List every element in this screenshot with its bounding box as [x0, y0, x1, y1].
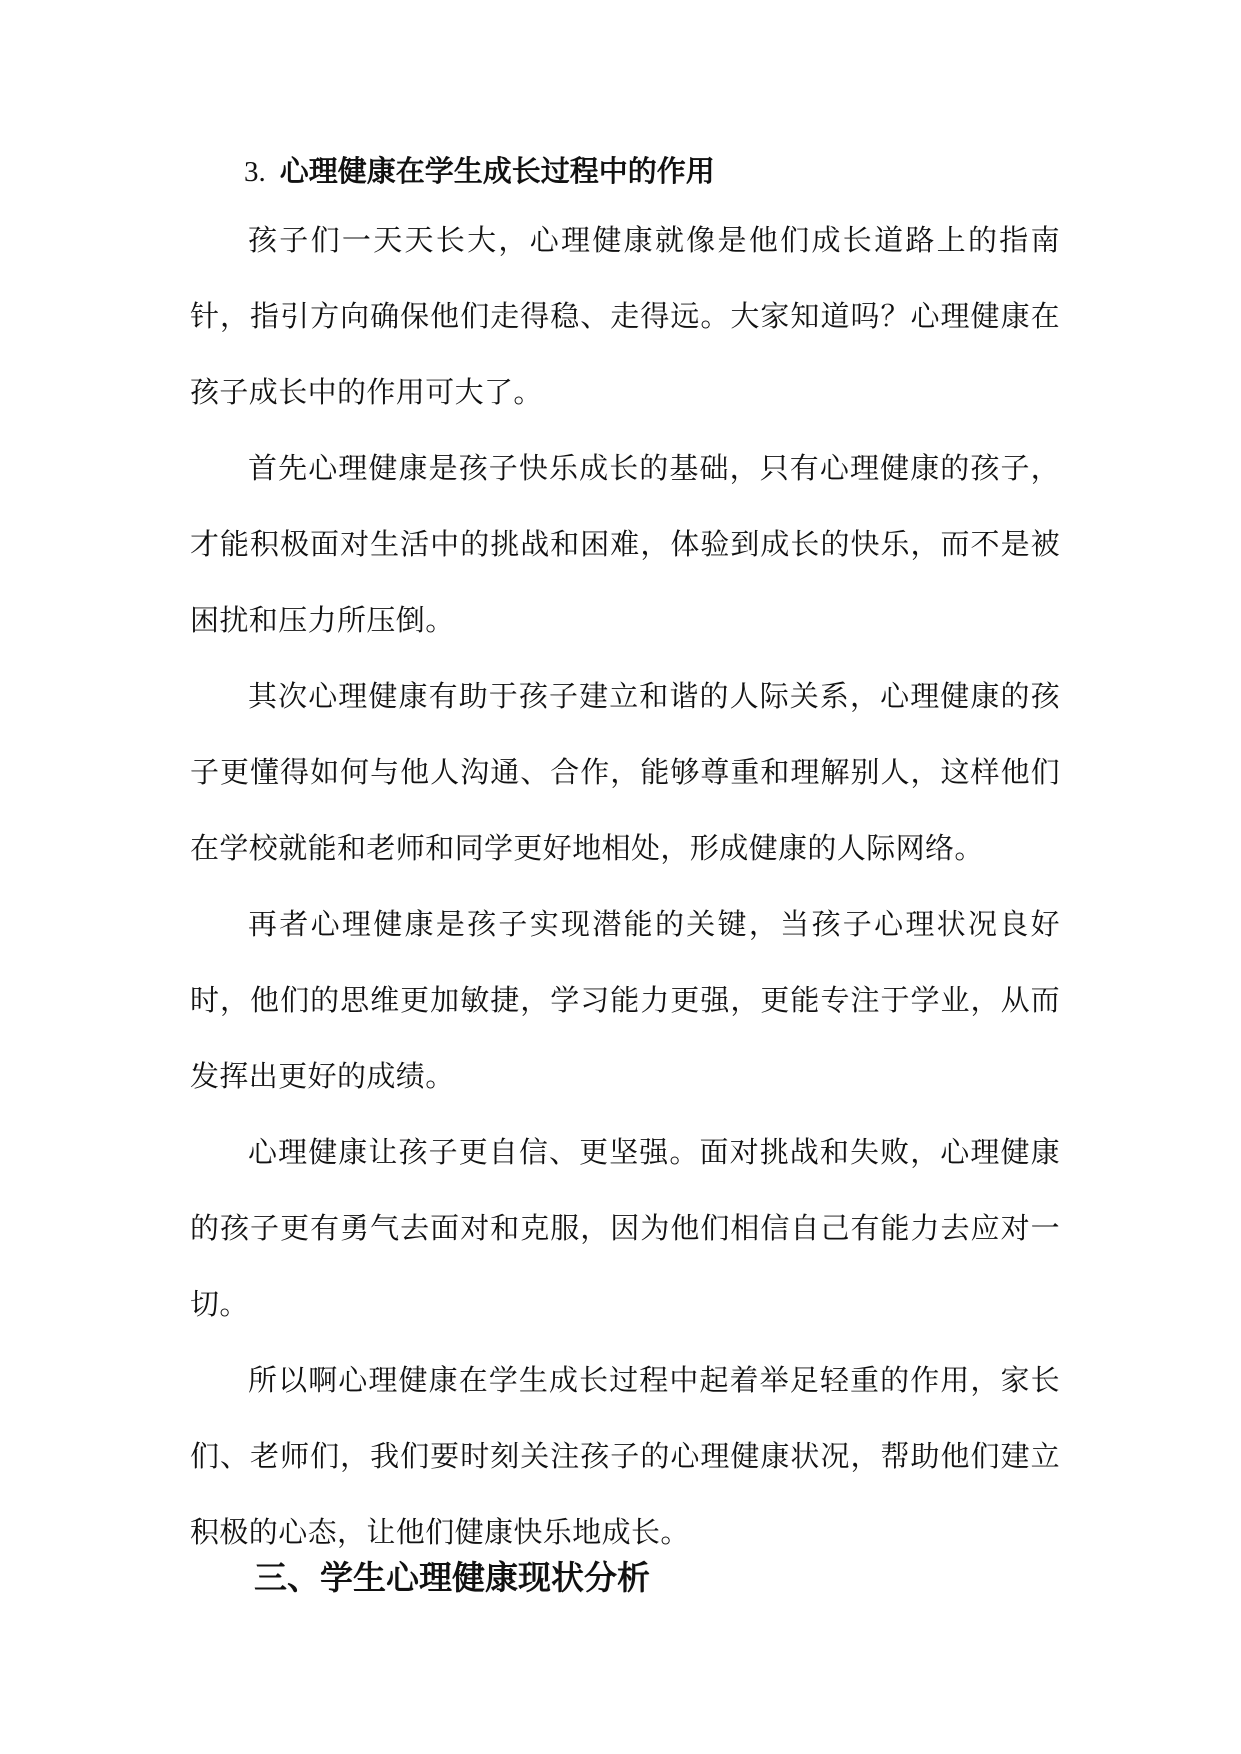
paragraph-conclusion: 所以啊心理健康在学生成长过程中起着举足轻重的作用，家长们、老师们，我们要时刻关注孩子的心理健康状况，帮助他们建立积极的心态，让他们健康快乐地成长。: [190, 1363, 1060, 1549]
paragraph-first-point: 首先心理健康是孩子快乐成长的基础，只有心理健康的孩子，才能积极面对生活中的挑战和困难，体验到成长的快乐，而不是被困扰和压力所压倒。: [190, 451, 1060, 637]
paragraph-intro: 孩子们一天天长大，心理健康就像是他们成长道路上的指南针，指引方向确保他们走得稳、走得远。大家知道吗？心理健康在孩子成长中的作用可大了。: [190, 223, 1060, 409]
paragraph-fourth-point: 心理健康让孩子更自信、更坚强。面对挑战和失败，心理健康的孩子更有勇气去面对和克服，因为他们相信自己有能力去应对一切。: [190, 1135, 1060, 1321]
subsection-title: 心理健康在学生成长过程中的作用: [279, 154, 715, 188]
section-heading: 三、学生心理健康现状分析: [254, 1558, 650, 1597]
subsection-heading: [190, 140, 1060, 202]
paragraph-second-point: 其次心理健康有助于孩子建立和谐的人际关系，心理健康的孩子更懂得如何与他人沟通、合作，能够尊重和理解别人，这样他们在学校就能和老师和同学更好地相处，形成健康的人际网络。: [190, 679, 1060, 865]
document-body: [190, 140, 1060, 1570]
paragraph-third-point: 再者心理健康是孩子实现潜能的关键，当孩子心理状况良好时，他们的思维更加敏捷，学习能力更强，更能专注于学业，从而发挥出更好的成绩。: [190, 907, 1060, 1093]
subsection-number: 3.: [244, 156, 266, 188]
